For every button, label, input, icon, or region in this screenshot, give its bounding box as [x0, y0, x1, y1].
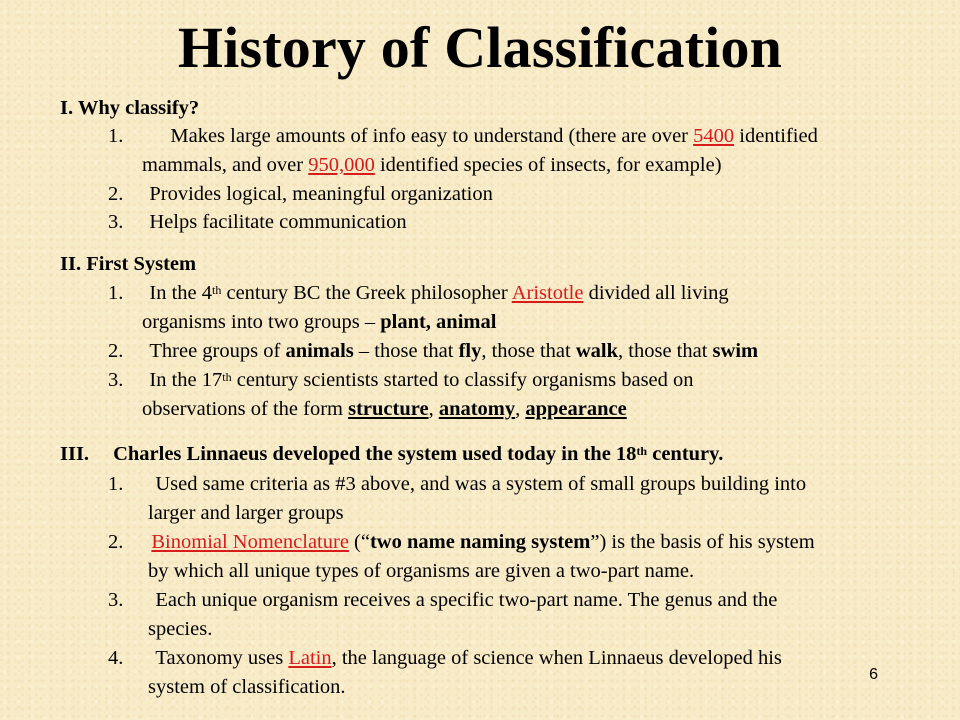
s2-item-1-text-d: organisms into two groups –: [142, 311, 381, 333]
s2-item-2: [108, 337, 758, 366]
s2-item-1-text-b: century BC the Greek philosopher: [221, 282, 512, 304]
s1-item-1-text-d: identified species of insects, for example): [374, 154, 722, 176]
aristotle-term: Aristotle: [511, 282, 584, 304]
s3-item-4-num: 4.: [108, 647, 124, 669]
section-3-heading-end: century.: [647, 443, 724, 465]
mammal-count: 5400: [693, 125, 735, 147]
section-3-heading-text: Charles Linnaeus developed the system used today in the 18: [113, 443, 637, 465]
s2-item-2-text-e: , those that: [618, 340, 713, 362]
s3-item-3-num: 3.: [108, 589, 124, 611]
swim-term: swim: [712, 340, 759, 362]
s3-item-2: [108, 528, 815, 557]
s2-item-3-text-a: In the 17: [149, 369, 223, 391]
section-3-num: III.: [60, 443, 90, 465]
s2-item-1-num: 1.: [108, 282, 124, 304]
s1-item-2-num: 2.: [108, 183, 124, 205]
s2-item-1-line-2: [142, 308, 496, 337]
s3-item-4-text-b: , the language of science when Linnaeus developed his: [331, 647, 782, 669]
s1-item-3-text: Helps facilitate communication: [149, 211, 407, 233]
s3-item-2-line-2: [148, 557, 694, 586]
s1-item-2-text: Provides logical, meaningful organization: [149, 183, 493, 205]
s3-item-4-text-a: Taxonomy uses: [155, 647, 289, 669]
s2-item-3-line-2: [142, 395, 627, 424]
s2-item-1-text-c: divided all living: [583, 282, 729, 304]
s3-item-2-num: 2.: [108, 531, 124, 553]
page-number: 6: [869, 666, 878, 683]
insect-count: 950,000: [308, 154, 375, 176]
structure-term: structure: [348, 398, 429, 420]
s2-item-3-num: 3.: [108, 369, 124, 391]
page-title: History of Classification: [177, 15, 783, 80]
appearance-term: appearance: [525, 398, 627, 420]
s1-item-3: [108, 208, 407, 237]
s3-item-1-text-a: Used same criteria as #3 above, and was a system of small groups building into: [155, 473, 807, 495]
section-3-heading: [60, 440, 723, 469]
s1-item-1-line-2: [142, 151, 722, 180]
s3-item-3-text-a: Each unique organism receives a specific two-part name. The genus and the: [155, 589, 778, 611]
s2-item-1-text-a: In the 4: [149, 282, 212, 304]
s3-item-2-text-a: (“: [348, 531, 370, 553]
s2-item-2-text-a: Three groups of: [149, 340, 286, 362]
s3-item-4-text-c: system of classification.: [148, 676, 346, 698]
s3-item-2-text-d: by which all unique types of organisms are given a two-part name.: [148, 560, 695, 582]
anatomy-term: anatomy: [438, 398, 516, 420]
animals-term: animals: [285, 340, 354, 362]
s1-item-1-text-a: Makes large amounts of info easy to understand (there are over: [170, 125, 694, 147]
s3-item-1-num: 1.: [108, 473, 124, 495]
s3-item-4-line-2: [148, 673, 346, 702]
walk-term: walk: [575, 340, 619, 362]
s2-item-3-sep-1: ,: [428, 398, 439, 420]
s2-item-1-sup: th: [212, 283, 222, 297]
section-2-heading: II. First System: [60, 253, 197, 275]
s2-item-2-text-d: , those that: [481, 340, 576, 362]
fly-term: fly: [458, 340, 482, 362]
binomial-nomenclature-term: Binomial Nomenclature: [151, 531, 349, 553]
s2-item-3: [108, 366, 694, 395]
s1-item-3-num: 3.: [108, 211, 124, 233]
section-1-heading: I. Why classify?: [60, 97, 200, 119]
s2-item-2-text-c: – those that: [353, 340, 459, 362]
s1-item-1-text-b: identified: [734, 125, 818, 147]
s3-item-1-line-2: [148, 499, 344, 528]
s3-item-3-text-b: species.: [148, 618, 213, 640]
s1-item-2: [108, 180, 493, 209]
s2-item-1: [108, 279, 729, 308]
s1-item-1-text-c: mammals, and over: [142, 154, 309, 176]
s1-item-1-num: 1.: [108, 125, 124, 147]
latin-term: Latin: [288, 647, 332, 669]
s3-item-2-text-c: ”) is the basis of his system: [590, 531, 815, 553]
s3-item-4: [108, 644, 782, 673]
s2-item-3-sep-2: ,: [515, 398, 526, 420]
s3-item-1-text-b: larger and larger groups: [148, 502, 344, 524]
s1-item-1: [108, 122, 818, 151]
s2-item-3-text-b: century scientists started to classify organisms based on: [231, 369, 694, 391]
s3-item-3-line-2: [148, 615, 212, 644]
s3-item-1: [108, 470, 806, 499]
s2-item-3-sup: th: [222, 370, 232, 384]
two-name-term: two name naming system: [369, 531, 591, 553]
s2-item-2-num: 2.: [108, 340, 124, 362]
plant-animal-term: plant, animal: [380, 311, 497, 333]
section-3-heading-sup: th: [636, 444, 648, 458]
s3-item-3: [108, 586, 777, 615]
s2-item-3-text-c: observations of the form: [142, 398, 349, 420]
